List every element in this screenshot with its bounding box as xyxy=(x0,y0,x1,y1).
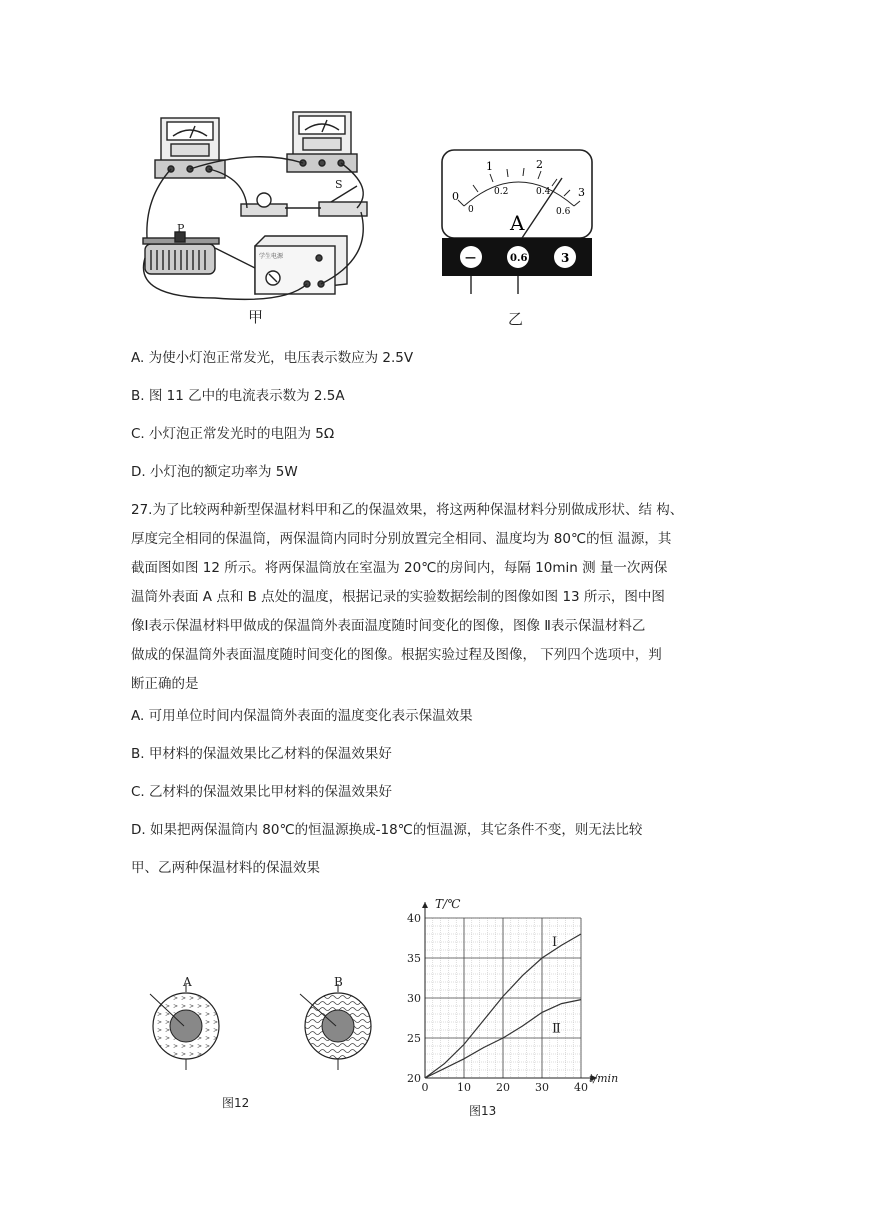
scale-top-3: 3 xyxy=(578,186,585,199)
x-tick-label: 30 xyxy=(535,1081,549,1094)
y-tick-label: 35 xyxy=(407,952,421,965)
scale-bottom-3: 0.6 xyxy=(556,207,571,217)
y-tick-label: 20 xyxy=(407,1072,421,1085)
terminal-negative: — xyxy=(465,251,476,264)
fig13-chart xyxy=(395,888,645,1098)
y-axis-label: T/℃ xyxy=(435,897,461,911)
fig13-caption: 图13 xyxy=(469,1104,497,1118)
q27-line: 像Ⅰ表示保温材料甲做成的保温筒外表面温度随时间变化的图像，图像 Ⅱ表示保温材料乙 xyxy=(131,618,646,634)
x-tick-label: 40 xyxy=(574,1081,588,1094)
x-tick-label: 10 xyxy=(457,1081,471,1094)
q27-line: 温筒外表面 A 点和 B 点处的温度，根据记录的实验数据绘制的图像如图 13 所示，图中图 xyxy=(131,589,665,605)
switch-label: S xyxy=(335,178,343,191)
x-tick-label: 0 xyxy=(421,1081,429,1094)
q27-line: 断正确的是 xyxy=(131,676,199,692)
y-tick-label: 30 xyxy=(407,992,421,1005)
q27-line: 厚度完全相同的保温筒，两保温筒内同时分别放置完全相同、温度均为 80℃的恒 温源，其 xyxy=(131,531,672,547)
figure-caption-yi: 乙 xyxy=(508,310,524,328)
question-27 xyxy=(131,496,739,699)
scale-top-0: 0 xyxy=(452,190,459,203)
fig12-label-b: B xyxy=(334,975,343,989)
y-axis-arrow xyxy=(422,902,428,908)
x-tick-label: 20 xyxy=(496,1081,510,1094)
scale-bottom-2: 0.4 xyxy=(536,187,551,197)
power-supply-label: 学生电源 xyxy=(259,253,284,260)
scale-bottom-0: 0 xyxy=(468,205,474,215)
q27-option-b: B. 甲材料的保温效果比乙材料的保温效果好 xyxy=(131,746,392,762)
fig12-cross-sections xyxy=(140,970,390,1080)
ammeter-unit: A xyxy=(510,211,525,235)
ammeter-dial xyxy=(438,148,598,296)
q27-line: 27.为了比较两种新型保温材料甲和乙的保温效果，将这两种保温材料分别做成形状、结 构、 xyxy=(131,502,684,518)
fig12-caption: 图12 xyxy=(222,1096,250,1110)
q27-line: 截面图如图 12 所示。将两保温筒放在室温为 20℃的房间内，每隔 10min 测 量一次两保 xyxy=(131,560,668,576)
q26-option-c: C. 小灯泡正常发光时的电阻为 5Ω xyxy=(131,426,335,442)
circuit-diagram xyxy=(135,108,375,304)
q27-option-a: A. 可用单位时间内保温筒外表面的温度变化表示保温效果 xyxy=(131,708,473,724)
scale-top-2: 2 xyxy=(536,158,543,171)
q27-line: 做成的保温筒外表面温度随时间变化的图像。根据实验过程及图像， 下列四个选项中，判 xyxy=(131,647,662,663)
q27-option-d-cont: 甲、乙两种保温材料的保温效果 xyxy=(131,860,320,876)
scale-top-1: 1 xyxy=(486,160,493,173)
terminal-0-6: 0.6 xyxy=(510,253,528,264)
scale-bottom-1: 0.2 xyxy=(494,187,509,197)
rheostat-label: P xyxy=(177,222,185,235)
series-label-1: Ⅰ xyxy=(552,935,558,950)
q27-option-d: D. 如果把两保温筒内 80℃的恒温源换成-18℃的恒温源，其它条件不变，则无法比较 xyxy=(131,822,643,838)
x-axis-label: t/min xyxy=(589,1072,619,1085)
q27-option-c: C. 乙材料的保温效果比甲材料的保温效果好 xyxy=(131,784,393,800)
y-tick-label: 25 xyxy=(407,1032,421,1045)
series-label-2: Ⅱ xyxy=(552,1021,561,1037)
q26-option-a: A. 为使小灯泡正常发光，电压表示数应为 2.5V xyxy=(131,350,414,366)
fig12-label-a: A xyxy=(183,975,192,989)
q26-option-b: B. 图 11 乙中的电流表示数为 2.5A xyxy=(131,388,345,404)
figure-caption-jia: 甲 xyxy=(248,308,264,326)
y-tick-label: 40 xyxy=(407,912,421,925)
terminal-3: 3 xyxy=(561,251,570,265)
q26-option-d: D. 小灯泡的额定功率为 5W xyxy=(131,464,298,480)
